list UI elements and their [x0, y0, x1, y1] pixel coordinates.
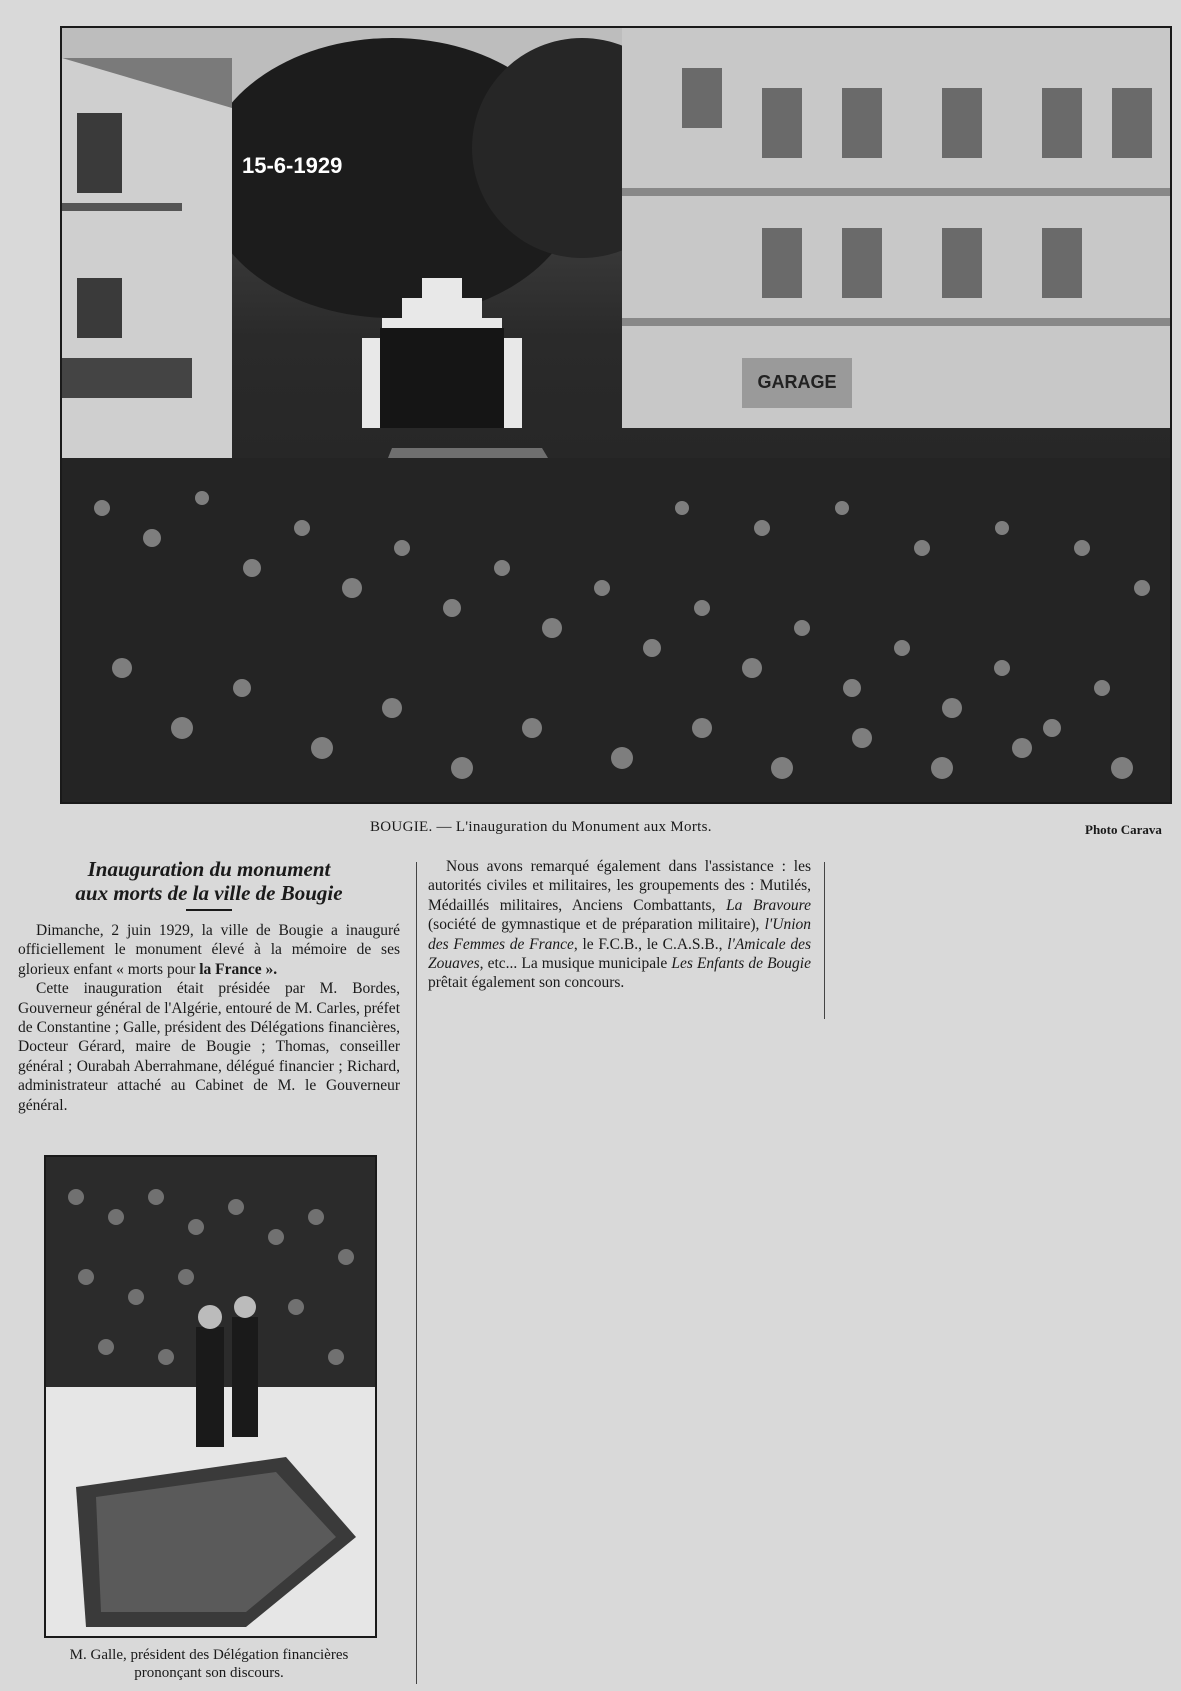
garage-sign: GARAGE	[757, 372, 837, 392]
main-photo-caption: BOUGIE. — L'inauguration du Monument aux Morts.	[370, 819, 712, 835]
headline-line-2: aux morts de la ville de Bougie	[75, 881, 343, 905]
date-stamp: 15-6-1929	[242, 153, 343, 178]
article-column-left	[18, 857, 400, 1115]
article-headline	[18, 857, 400, 905]
second-photo-caption	[18, 1646, 400, 1682]
second-photo	[44, 1155, 377, 1638]
photo-credit: Photo Carava	[1085, 822, 1162, 837]
headline-divider	[186, 909, 232, 911]
article-paragraph-2: Cette inauguration était présidée par M. Bordes, Gouverneur général de l'Algérie, entouré de M. Carles, préfet de Constantine ; Galle, président des Délégations financières, Docteur Gérard, maire de Bougie ; Thomas, conseiller général ; Ourabah Aberrahmane, délégué financier ; Richard, administrateur attaché au Cabinet de M. le Gouverneur général.	[18, 980, 400, 1114]
main-photo	[60, 26, 1172, 804]
second-caption-line-2: prononçant son discours.	[134, 1665, 284, 1681]
column-divider	[416, 862, 417, 1684]
crowd-scene-illustration	[62, 28, 1170, 802]
speech-scene-illustration	[46, 1157, 375, 1636]
headline-line-1: Inauguration du monument	[87, 857, 331, 881]
second-caption-line-1: M. Galle, président des Délégation financières	[69, 1647, 349, 1663]
article-paragraph-1: Dimanche, 2 juin 1929, la ville de Bougie a inauguré officiellement le monument élevé à la mémoire de ses glorieux enfant « morts pour la France ».	[18, 922, 400, 978]
article-paragraph-3: Nous avons remarqué également dans l'assistance : les autorités civiles et militaires, les groupements des : Mutilés, Médaillés militaires, Anciens Combattants, La Bravoure (société de gymnastique et de préparation militaire), l'Union des Femmes de France, le F.C.B., le C.A.S.B., l'Amicale des Zouaves, etc... La musique municipale Les Enfants de Bougie prêtait également son concours.	[428, 858, 811, 992]
column-divider-right	[824, 862, 825, 1019]
article-column-right	[428, 857, 811, 993]
